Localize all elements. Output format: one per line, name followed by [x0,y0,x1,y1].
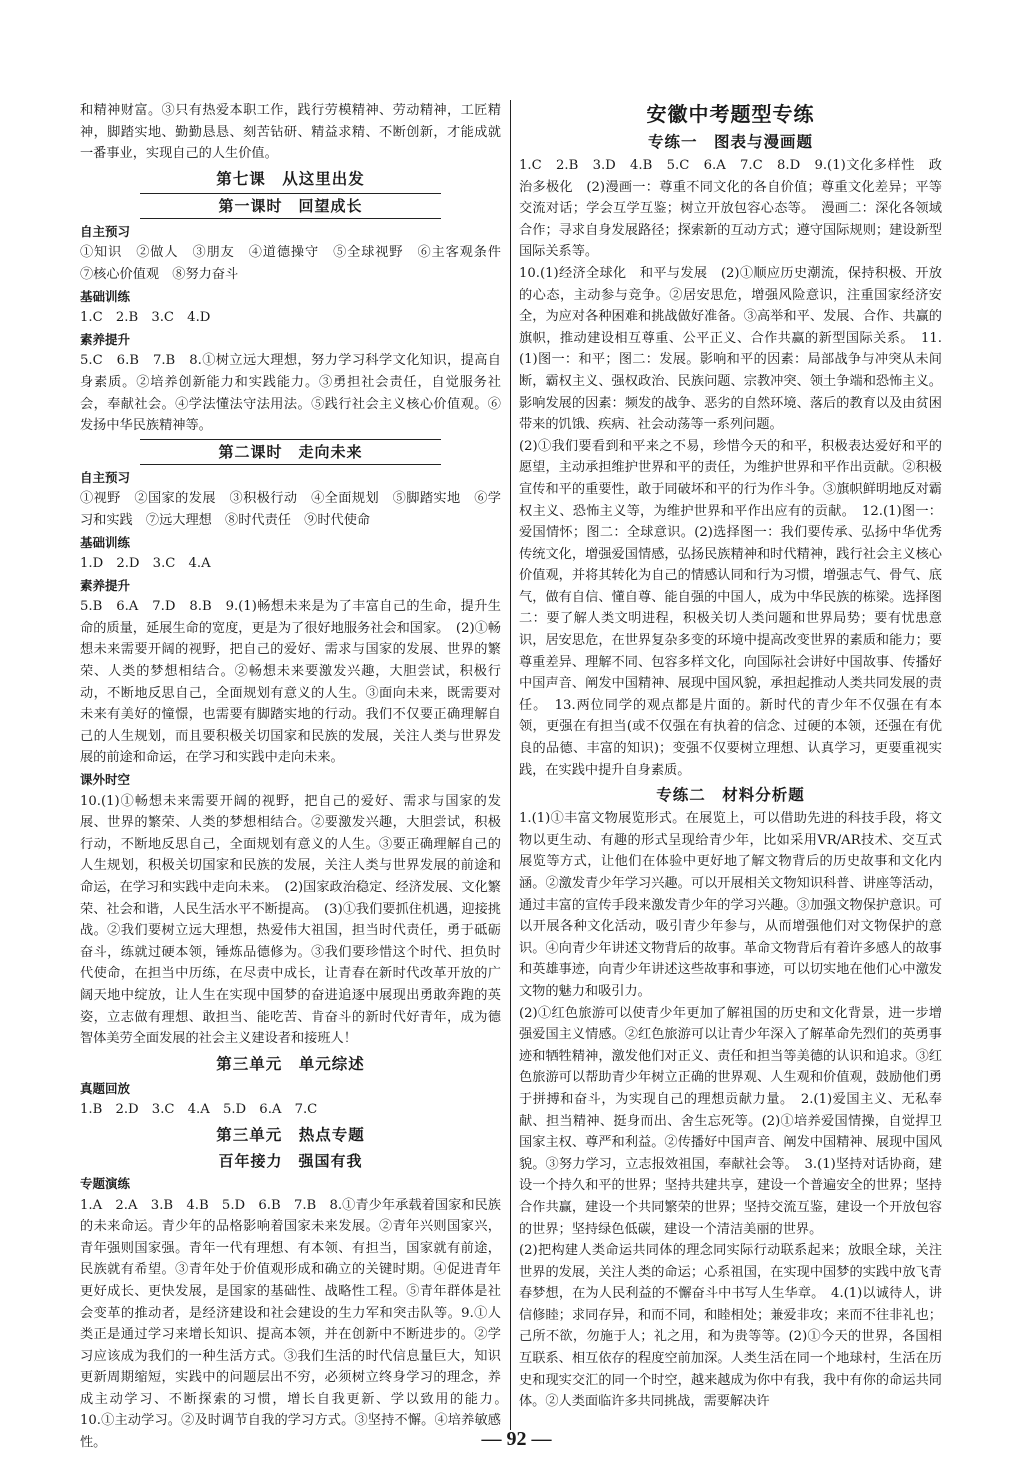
intro-text: 和精神财富。③只有热爱本职工作，践行劳模精神、劳动精神，工匠精神，脚踏实地、勤勤恳恳、刻苦钻研、精益求精、不断创新，才能成就一番事业，实现自己的人生价值。 [80,103,501,162]
unit-3-summary-title: 第三单元 单元综述 [216,1053,365,1073]
section-heading: 课外时空 [80,772,131,788]
answer-text: 5.B 6.A 7.D 8.B 9.(1)畅想未来是为了丰富自己的生命，提升生命的质量，延展生命的宽度，更是为了很好地服务社会和国家。 (2)①畅想未来需要开阔的视野，把自己的爱好、需求与国家的发展、世界的繁荣、人类的梦想相结合。②畅想未来要激发兴趣，大胆尝试，积极行动，不断地反思自己，全面规划有意义的人生。③面向未来，既需要对未来有美好的憧憬，也需要有脚踏实地的行动。我们不仅要正确理解自己的人生规划，而且要积极关切国家和民族的发展，关注人类与世界发展的前途和命运，在学习和实践中走向未来。 [80,599,501,766]
answer-text: 5.C 6.B 7.B 8.①树立远大理想，努力学习科学文化知识，提高自身素质。②培养创新能力和实践能力。③勇担社会责任，自觉服务社会，奉献社会。④学法懂法守法用法。⑤践行社会主义核心价值观。⑥发扬中华民族精神等。 [80,353,501,434]
answer-text: (2)①红色旅游可以使青少年更加了解祖国的历史和文化背景，进一步增强爱国主义情感。②红色旅游可以让青少年深入了解革命先烈们的英勇事迹和牺牲精神，激发他们对正义、责任和担当等美德的认识和追求。③红色旅游可以帮助青少年树立正确的世界观、人生观和价值观，鼓励他们勇于拼搏和奋斗，为实现自己的理想贡献力量。 2.(1)爱国主义、无私奉献、担当精神、挺身而出、舍生忘死等。(2)①培养爱国情操，自觉捍卫国家主权、尊严和利益。②传播好中国声音、阐发中国精神、展现中国风貌。③努力学习，立志报效祖国，奉献社会等。 3.(1)坚持对话协商，建设一个持久和平的世界；坚持共建共享，建设一个普遍安全的世界；坚持合作共赢，建设一个共同繁荣的世界；坚持交流互鉴，建设一个开放包容的世界；坚持绿色低碳，建设一个清洁美丽的世界。 [519,1005,942,1237]
section-heading: 真题回放 [80,1080,131,1096]
section-heading: 自主预习 [80,223,131,239]
period-1-title: 第一课时 回望成长 [140,193,441,219]
lesson-7-title: 第七课 从这里出发 [216,168,365,188]
answer-text: 1.C 2.B 3.C 4.D [80,310,211,326]
right-column [519,100,942,1413]
page-number: — 92 — [481,1428,552,1450]
answer-text: (2)①我们要看到和平来之不易，珍惜今天的和平，积极表达爱好和平的愿望，主动承担维护世界和平的责任，为维护世界和平作出贡献。②积极宣传和平的重要性，敢于同破坏和平的行为作斗争。③旗帜鲜明地反对霸权主义、恐怖主义等，为维护世界和平作出应有的贡献。 12.(1)图一：爱国情怀；图二：全球意识。(2)选择图一：我们要传承、弘扬中华优秀传统文化，增强爱国情感，弘扬民族精神和时代精神，践行社会主义核心价值观，并将其转化为自己的情感认同和行为习惯，增强志气、骨气、底气，做有自信、懂自尊、能自强的中国人，成为中华民族的栋梁。选择图二：要了解人类文明进程，积极关切人类问题和世界局势；要有忧患意识，居安思危，在世界复杂多变的环境中提高改变世界的素质和能力；要尊重差异、理解不同、包容多样文化，向国际社会讲好中国故事、传播好中国声音、阐发中国精神、展现中国风貌，承担起推动人类共同发展的责任。 13.两位同学的观点都是片面的。新时代的青少年不仅强在有本领，更强在有担当(或不仅强在有执着的信念、过硬的本领，还强在有优良的品德、丰富的知识)；变强不仅要树立理想、认真学习，更要重视实践，在实践中提升自身素质。 [519,438,942,778]
answer-text: 1.D 2.D 3.C 4.A [80,556,211,572]
section-heading: 基础训练 [80,534,131,550]
answer-text: 10.(1)①畅想未来需要开阔的视野，把自己的爱好、需求与国家的发展、世界的繁荣、人类的梦想相结合。②要激发兴趣，大胆尝试，积极行动，不断地反思自己，全面规划有意义的人生。③要正确理解自己的人生规划，积极关切国家和民族的发展，关注人类与世界发展的前途和命运，在学习和实践中走向未来。 (2)国家政治稳定、经济发展、文化繁荣、社会和谐，人民生活水平不断提高。 (3)①我们要抓住机遇，迎接挑战。②我们要树立远大理想，热爱伟大祖国，担当时代责任，勇于砥砺奋斗，练就过硬本领，锤炼品德修为。③我们要珍惜这个时代、担负时代使命，在担当中历练，在尽责中成长，让青春在新时代改革开放的广阔天地中绽放，让人生在实现中国梦的奋进追逐中展现出勇敢奔跑的英姿，立志做有理想、敢担当、能吃苦、肯奋斗的新时代好青年，成为德智体美劳全面发展的社会主义建设者和接班人！ [80,793,501,1047]
answer-text: 1.C 2.B 3.D 4.B 5.C 6.A 7.C 8.D 9.(1)文化多样性 政治多极化 (2)漫画一：尊重不同文化的各自价值；尊重文化差异；平等交流对话；学会互学互鉴；树立开放包容心态等。 漫画二：深化各领域合作；寻求自身发展路径；探索新的互动方式；遵守国际规则；建设新型国际关系等。 [519,158,942,260]
column-divider [510,100,511,1430]
special-1-title: 专练一 图表与漫画题 [647,132,813,151]
section-heading: 基础训练 [80,288,131,304]
period-2-title: 第二课时 走向未来 [140,439,441,465]
left-column [80,100,515,1454]
hot-topic-subtitle: 百年接力 强国有我 [218,1151,363,1170]
answer-text: (2)把构建人类命运共同体的理念同实际行动联系起来；放眼全球，关注世界的发展，关注人类的命运；心系祖国，在实现中国梦的实践中放飞青春梦想，在为人民利益的不懈奋斗中书写人生华章。 4.(1)以诚待人，讲信修睦；求同存异，和而不同，和睦相处；兼爱非攻；来而不往非礼也；己所不欲，勿施于人；礼之用，和为贵等等。(2)①今天的世界，各国相互联系、相互依存的程度空前加深。人类生活在同一个地球村，生活在历史和现实交汇的同一个时空，越来越成为你中有我，我中有你的命运共同体。②人类面临许多共同挑战，需要解决许 [519,1243,942,1410]
section-heading: 专题演练 [80,1175,131,1191]
section-heading: 素养提升 [80,577,131,593]
main-title: 安徽中考题型专练 [646,102,815,126]
answer-text: 1.B 2.D 3.C 4.A 5.D 6.A 7.C [80,1102,318,1118]
section-heading: 自主预习 [80,469,131,485]
answer-text: 1.A 2.A 3.B 4.B 5.D 6.B 7.B 8.①青少年承载着国家和民族的未来命运。青少年的品格影响着国家未来发展。②青年兴则国家兴，青年强则国家强。青年一代有理想、有本领、有担当，国家就有前途，民族就有希望。③青年处于价值观形成和确立的关键时期。④促进青年更好成长、更快发展，是国家的基础性、战略性工程。⑤青年群体是社会变革的推动者，是经济建设和社会建设的生力军和突击队等。9.①人类正是通过学习来增长知识、提高本领，并在创新中不断进步的。②学习应该成为我们的一种生活方式。③我们生活的时代信息量巨大，知识更新周期缩短，实践中的问题层出不穷，必须树立终身学习的理念，养成主动学习、不断探索的习惯，增长自我更新、学以致用的能力。 10.①主动学习。②及时调节自我的学习方式。③坚持不懈。④培养敏感性。 [80,1197,515,1451]
section-heading: 素养提升 [80,331,131,347]
answer-text: 10.(1)经济全球化 和平与发展 (2)①顺应历史潮流，保持积极、开放的心态，主动参与竞争。②居安思危，增强风险意识，注重国家经济安全，为应对各种困难和挑战做好准备。③高举和平、发展、合作、共赢的旗帜，推动建设相互尊重、公平正义、合作共赢的新型国际关系。 11.(1)图一：和平；图二：发展。影响和平的因素：局部战争与冲突从未间断，霸权主义、强权政治、民族问题、宗教冲突、领土争端和恐怖主义。影响发展的因素：频发的战争、恶劣的自然环境、落后的教育以及由贫困带来的饥饿、疾病、社会动荡等一系列问题。 [519,265,942,433]
answer-text: 1.(1)①丰富文物展览形式。在展览上，可以借助先进的科技手段，将文物以更生动、有趣的形式呈现给青少年，比如采用VR/AR技术、交互式展览等方式，让他们在体验中更好地了解文物背后的历史故事和文化内涵。②激发青少年学习兴趣。可以开展相关文物知识科普、讲座等活动，通过丰富的宣传手段来激发青少年的学习兴趣。③加强文物保护意识。可以开展各种文化活动，吸引青少年参与，从而增强他们对文物保护的意识。④向青少年讲述文物背后的故事。革命文物背后有着许多感人的故事和英雄事迹，向青少年讲述这些故事和事迹，可以切实地在他们心中激发文物的魅力和吸引力。 [519,811,942,999]
answer-text: ①视野 ②国家的发展 ③积极行动 ④全面规划 ⑤脚踏实地 ⑥学习和实践 ⑦远大理想 ⑧时代责任 ⑨时代使命 [80,491,501,528]
answer-text: ①知识 ②做人 ③朋友 ④道德操守 ⑤全球视野 ⑥主客观条件 ⑦核心价值观 ⑧努力奋斗 [80,245,515,282]
special-2-title: 专练二 材料分析题 [656,785,805,805]
unit-3-hot-topic-title: 第三单元 热点专题 [216,1124,365,1144]
